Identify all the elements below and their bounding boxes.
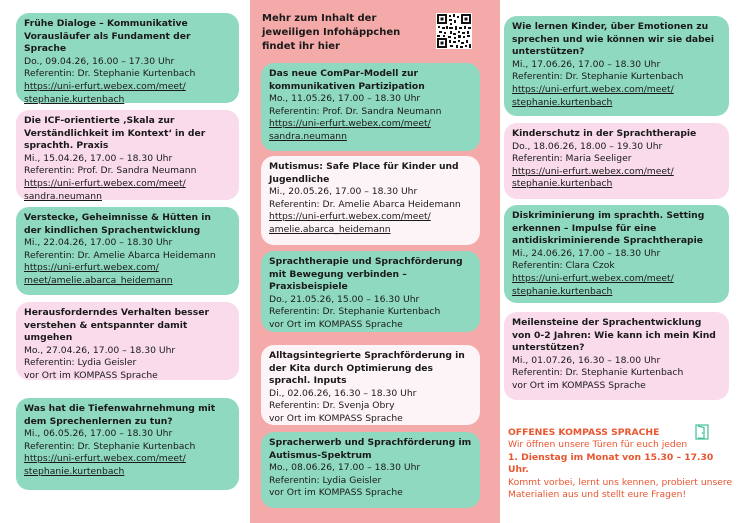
event-date: Mi., 24.06.26, 17.00 – 18.30 Uhr [512,247,661,259]
event-title: Was hat die Tiefenwahrnehmung mit dem Sprechenlernen zu tun? [24,403,216,427]
event-card [16,207,239,295]
event-card [261,432,480,508]
event-date: Do., 18.06.26, 18.00 – 19.30 Uhr [512,140,663,152]
door-icon [695,424,709,440]
event-link[interactable]: https://uni-erfurt.webex.com/meet/ [512,272,674,284]
event-date: Mi., 01.07.26, 16.30 – 18.00 Uhr [512,354,661,366]
event-date: Mo., 08.06.26, 17.00 – 18.30 Uhr [269,462,421,474]
event-speaker: Referentin: Lydia Geisler [269,474,382,486]
event-title: Frühe Dialoge – Kommunikative Vorausläufer als Fundament der Sprache [24,18,191,55]
event-link[interactable]: https://uni-erfurt.webex.com/meet/ [24,80,186,92]
event-link-path[interactable]: stephanie.kurtenbach [512,285,613,297]
event-title: Das neue ComPar-Modell zur kommunikativen Partizipation [269,68,425,92]
event-title: Wie lernen Kinder, über Emotionen zu sprechen und wie können wir sie dabei unterstützen? [512,21,715,58]
event-link[interactable]: https://uni-erfurt.webex.com/meet/ [512,83,674,95]
event-card [261,345,480,425]
open-house-schedule: 1. Dienstag im Monat von 15.30 – 17.30 Uhr. [508,451,714,476]
event-link-path[interactable]: stephanie.kurtenbach [24,465,125,477]
event-card [16,110,239,200]
qr-code-icon[interactable] [436,13,472,49]
event-date: Mi., 20.05.26, 17.00 – 18.30 Uhr [269,186,418,198]
event-speaker: Referentin: Dr. Amelie Abarca Heidemann [24,249,216,261]
event-card [261,63,480,151]
event-card [16,13,239,103]
event-date: Do., 21.05.26, 15.00 – 16.30 Uhr [269,293,420,305]
qr-heading: Mehr zum Inhalt der jeweiligen Infohäppchen findet ihr hier [262,13,401,52]
event-speaker: Referentin: Dr. Amelie Abarca Heidemann [269,198,461,210]
event-link[interactable]: https://uni-erfurt.webex.com/ [24,262,159,274]
event-speaker: Referentin: Clara Czok [512,260,615,272]
event-link[interactable]: https://uni-erfurt.webex.com/meet/ [269,211,431,223]
event-speaker: Referentin: Prof. Dr. Sandra Neumann [269,105,442,117]
event-card [504,123,729,199]
event-title: Verstecke, Geheimnisse & Hütten in der kindlichen Sprachentwicklung [24,212,211,236]
event-link-path[interactable]: stephanie.kurtenbach [24,93,125,105]
event-date: Mi., 06.05.26, 17.00 – 18.30 Uhr [24,428,173,440]
open-house-line: Wir öffnen unsere Türen für euch jeden [508,439,688,451]
open-house-title: OFFENES KOMPASS SPRACHE [508,427,660,438]
event-date: Mo., 11.05.26, 17.00 – 18.30 Uhr [269,93,421,105]
event-speaker: Referentin: Lydia Geisler [24,357,137,369]
event-link[interactable]: https://uni-erfurt.webex.com/meet/ [269,118,431,130]
event-place: vor Ort im KOMPASS Sprache [24,369,158,381]
event-card [261,156,480,245]
event-card [16,302,239,380]
event-date: Di., 02.06.26, 16.30 – 18.30 Uhr [269,387,417,399]
event-link-path[interactable]: amelie.abarca_heidemann [269,223,391,235]
event-title: Herausforderndes Verhalten besser verstehen & entspannter damit umgehen [24,307,209,344]
event-place: vor Ort im KOMPASS Sprache [269,318,403,330]
event-link-path[interactable]: stephanie.kurtenbach [512,96,613,108]
event-date: Mi., 22.04.26, 17.00 – 18.30 Uhr [24,237,173,249]
event-speaker: Referentin: Dr. Stephanie Kurtenbach [24,440,196,452]
event-link[interactable]: https://uni-erfurt.webex.com/meet/ [24,177,186,189]
event-date: Mi., 17.06.26, 17.00 – 18.30 Uhr [512,58,661,70]
event-speaker: Referentin: Dr. Stephanie Kurtenbach [269,306,441,318]
event-speaker: Referentin: Prof. Dr. Sandra Neumann [24,165,197,177]
event-title: Die ICF-orientierte ‚Skala zur Verständlichkeit im Kontext‘ in der sprachth. Praxis [24,115,206,152]
event-title: Spracherwerb und Sprachförderung im Autismus-Spektrum [269,437,472,461]
event-speaker: Referentin: Dr. Stephanie Kurtenbach [512,367,684,379]
event-link[interactable]: https://uni-erfurt.webex.com/meet/ [512,165,674,177]
event-link-path[interactable]: sandra.neumann [269,130,347,142]
event-link-path[interactable]: sandra.neumann [24,190,102,202]
event-place: vor Ort im KOMPASS Sprache [269,412,403,424]
event-link-path[interactable]: stephanie.kurtenbach [512,178,613,190]
event-place: vor Ort im KOMPASS Sprache [269,487,403,499]
event-title: Kinderschutz in der Sprachtherapie [512,128,697,139]
event-title: Sprachtherapie und Sprachförderung mit Bewegung verbinden – Praxisbeispiele [269,256,463,293]
event-card [504,205,729,303]
open-house-invite: Kommt vorbei, lernt uns kennen, probiert unsere Materialien aus und stellt eure Fragen! [508,476,733,501]
event-card [504,312,729,400]
event-title: Meilensteine der Sprachentwicklung von 0-2 Jahren: Wie kann ich mein Kind unterstützen? [512,317,716,354]
event-speaker: Referentin: Dr. Stephanie Kurtenbach [512,71,684,83]
event-title: Diskriminierung im sprachth. Setting erkennen – Impulse für eine antidiskriminierende Sprachtherapie [512,210,705,247]
event-date: Mi., 15.04.26, 17.00 – 18.30 Uhr [24,152,173,164]
event-place: vor Ort im KOMPASS Sprache [512,379,646,391]
event-title: Alltagsintegrierte Sprachförderung in der Kita durch Optimierung des sprachl. Inputs [269,350,465,387]
event-card [16,398,239,490]
event-speaker: Referentin: Dr. Svenja Obry [269,400,395,412]
event-card [504,16,729,116]
event-link-path[interactable]: meet/amelie.abarca_heidemann [24,274,173,286]
event-link[interactable]: https://uni-erfurt.webex.com/meet/ [24,453,186,465]
event-date: Mo., 27.04.26, 17.00 – 18.30 Uhr [24,344,176,356]
event-speaker: Referentin: Maria Seeliger [512,153,632,165]
event-speaker: Referentin: Dr. Stephanie Kurtenbach [24,68,196,80]
event-date: Do., 09.04.26, 16.00 – 17.30 Uhr [24,55,175,67]
event-card [261,251,480,332]
event-title: Mutismus: Safe Place für Kinder und Jugendliche [269,161,459,185]
